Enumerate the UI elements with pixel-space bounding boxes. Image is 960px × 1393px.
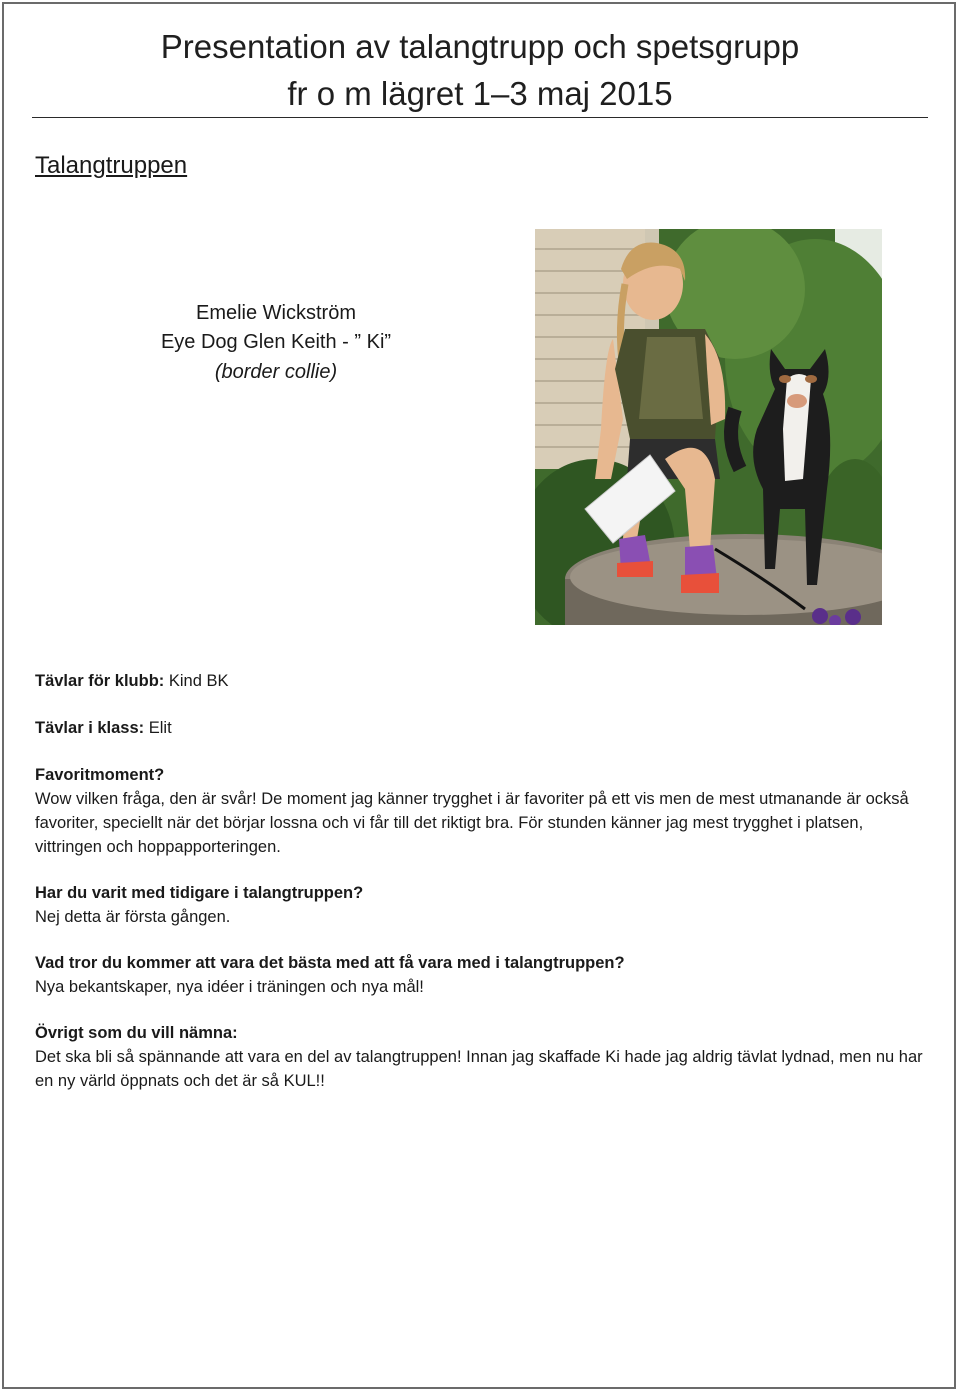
- question: Har du varit med tidigare i talangtruppen?: [35, 884, 364, 902]
- answer: Det ska bli så spännande att vara en del av talangtruppen! Innan jag skaffade Ki hade jag aldrig tävlat lydnad, men nu har en ny värld öppnats och det är så KUL!!: [35, 1048, 923, 1090]
- question: Favoritmoment?: [35, 766, 165, 784]
- dog-name: Eye Dog Glen Keith - ” Ki”: [160, 331, 392, 353]
- section-heading: Talangtruppen: [35, 152, 188, 179]
- page-border: [2, 2, 956, 1389]
- club-value: Kind BK: [164, 672, 229, 690]
- class-value: Elit: [144, 719, 172, 737]
- class-row: [35, 716, 925, 740]
- title-divider: [32, 117, 928, 118]
- qa-block-best: [35, 951, 925, 999]
- answer: Nej detta är första gången.: [35, 908, 231, 926]
- qa-block-favorite: [35, 763, 925, 859]
- question: Övrigt som du vill nämna:: [35, 1024, 238, 1042]
- portrait-photo: [535, 229, 882, 625]
- club-row: [35, 669, 925, 693]
- dog-breed: (border collie): [214, 361, 338, 383]
- qa-block-previous: [35, 881, 925, 929]
- class-label: Tävlar i klass:: [35, 719, 145, 737]
- answer: Nya bekantskaper, nya idéer i träningen och nya mål!: [35, 978, 424, 996]
- document-title-line-2: fr o m lägret 1–3 maj 2015: [287, 75, 673, 112]
- person-name: Emelie Wickström: [195, 302, 356, 324]
- club-label: Tävlar för klubb:: [35, 672, 165, 690]
- document-title-line-1: Presentation av talangtrupp och spetsgrupp: [160, 28, 800, 65]
- question: Vad tror du kommer att vara det bästa med att få vara med i talangtruppen?: [35, 954, 625, 972]
- qa-block-other: [35, 1021, 925, 1093]
- answer: Wow vilken fråga, den är svår! De moment jag känner trygghet i är favoriter på ett vis men de mest utmanande är också favoriter, speciellt när det börjar lossna och vi får till det riktigt bra. För stunden känner jag mest trygghet i platsen, vittringen och hoppapporteringen.: [35, 790, 909, 856]
